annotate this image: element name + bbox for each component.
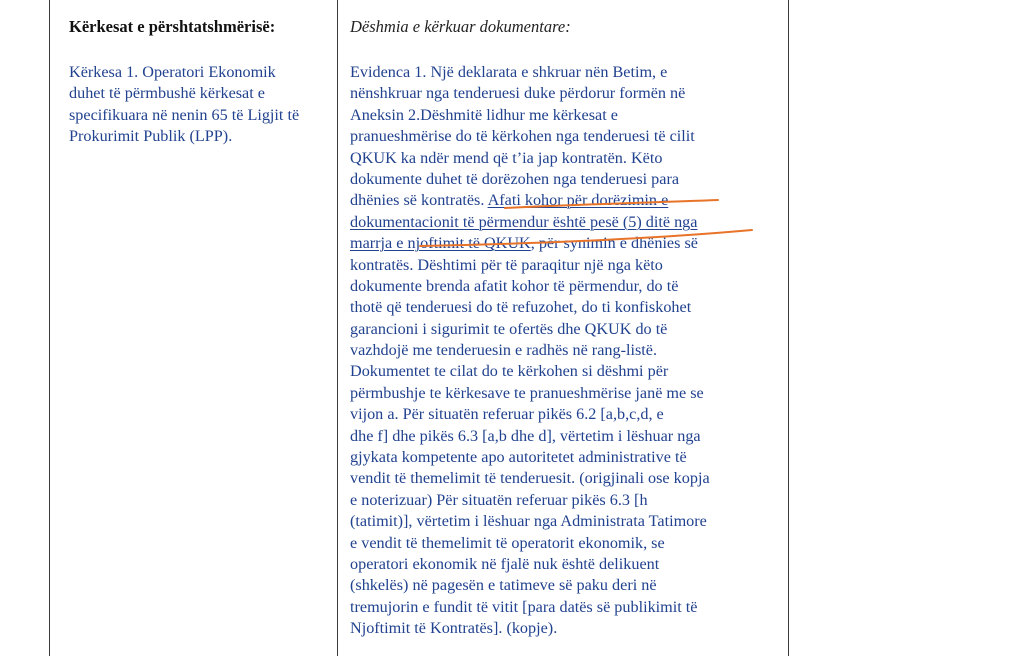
evidence-line: dokumente duhet të dorëzohen nga tenderuesi para bbox=[350, 169, 680, 188]
evidence-1-text bbox=[350, 62, 710, 640]
evidence-line: operatori ekonomik në fjalë nuk është delikuent bbox=[350, 554, 660, 573]
evidence-line: kontratës. Dështimi për të paraqitur një nga këto bbox=[350, 255, 663, 274]
evidence-line: vendit të themelimit të tenderuesit. (origjinali ose kopja bbox=[350, 469, 710, 488]
evidence-line: Aneksin 2.Dëshmitë lidhur me kërkesat e bbox=[350, 105, 618, 124]
requirement-1-text bbox=[69, 62, 299, 148]
underlined-deadline-text: marrja e njoftimit të QKUK bbox=[350, 234, 531, 253]
requirement-line: Kërkesa 1. Operatori Ekonomik bbox=[69, 63, 276, 81]
evidence-line: gjykata kompetente apo autoritetet administrative të bbox=[350, 448, 687, 467]
evidence-line: (shkelës) në pagesën e tatimeve së paku deri në bbox=[350, 576, 657, 595]
evidence-line: Njoftimit të Kontratës]. (kopje). bbox=[350, 619, 558, 638]
evidence-line-suffix: , për synimin e dhënies së bbox=[530, 234, 698, 253]
evidence-line-prefix: dhënies së kontratës. bbox=[350, 191, 488, 210]
evidence-line-underlined bbox=[350, 212, 710, 233]
evidence-line: thotë që tenderuesi do të refuzohet, do ti konfiskohet bbox=[350, 298, 692, 317]
evidence-line: Dokumentet te cilat do te kërkohen si dëshmi për bbox=[350, 362, 669, 381]
evidence-line: garancioni i sigurimit te ofertës dhe QKUK do të bbox=[350, 319, 668, 338]
evidence-line: dhe f] dhe pikës 6.3 [a,b dhe d], vërtetim i lëshuar nga bbox=[350, 426, 701, 445]
table-border-right bbox=[788, 0, 789, 656]
evidence-line: tremujorin e fundit të vitit [para datës së publikimit të bbox=[350, 597, 698, 616]
underlined-deadline-text: Afati kohor për dorëzimin e bbox=[487, 191, 669, 210]
evidence-line: vazhdojë me tenderuesin e radhës në rang-listë. bbox=[350, 341, 657, 360]
evidence-line: pranueshmërise do të kërkohen nga tenderuesi të cilit bbox=[350, 127, 695, 146]
evidence-line: dokumente brenda afatit kohor të përmendur, do të bbox=[350, 276, 679, 295]
evidence-line-underlined-end bbox=[350, 233, 710, 254]
requirement-line: specifikuara në nenin 65 të Ligjit të bbox=[69, 105, 300, 124]
evidence-line: Evidenca 1. Një deklarata e shkruar nën Betim, e bbox=[350, 63, 668, 81]
requirement-line: duhet të përmbushë kërkesat e bbox=[69, 84, 265, 103]
table-border-left bbox=[49, 0, 50, 656]
evidence-heading: Dëshmia e kërkuar dokumentare: bbox=[350, 17, 571, 36]
evidence-line: nënshkruar nga tenderuesi duke përdorur formën në bbox=[350, 84, 686, 103]
evidence-line: QKUK ka ndër mend që t’ia jap kontratën. Këto bbox=[350, 148, 663, 167]
table-border-middle bbox=[337, 0, 338, 656]
evidence-line: e noterizuar) Për situatën referuar pikës 6.3 [h bbox=[350, 490, 648, 509]
evidence-line: (tatimit)], vërtetim i lëshuar nga Administrata Tatimore bbox=[350, 512, 707, 531]
evidence-line: përmbushje te kërkesave te pranueshmërise janë me se bbox=[350, 383, 704, 402]
evidence-line: vijon a. Për situatën referuar pikës 6.2 [a,b,c,d, e bbox=[350, 405, 664, 424]
evidence-line-underlined-start bbox=[350, 190, 710, 211]
underlined-deadline-text: dokumentacionit të përmendur është pesë (5) ditë nga bbox=[350, 212, 698, 231]
requirements-heading: Kërkesat e përshtatshmërisë: bbox=[69, 17, 276, 36]
evidence-line: e vendit të themelimit të operatorit ekonomik, se bbox=[350, 533, 665, 552]
requirement-line: Prokurimit Publik (LPP). bbox=[69, 127, 233, 146]
